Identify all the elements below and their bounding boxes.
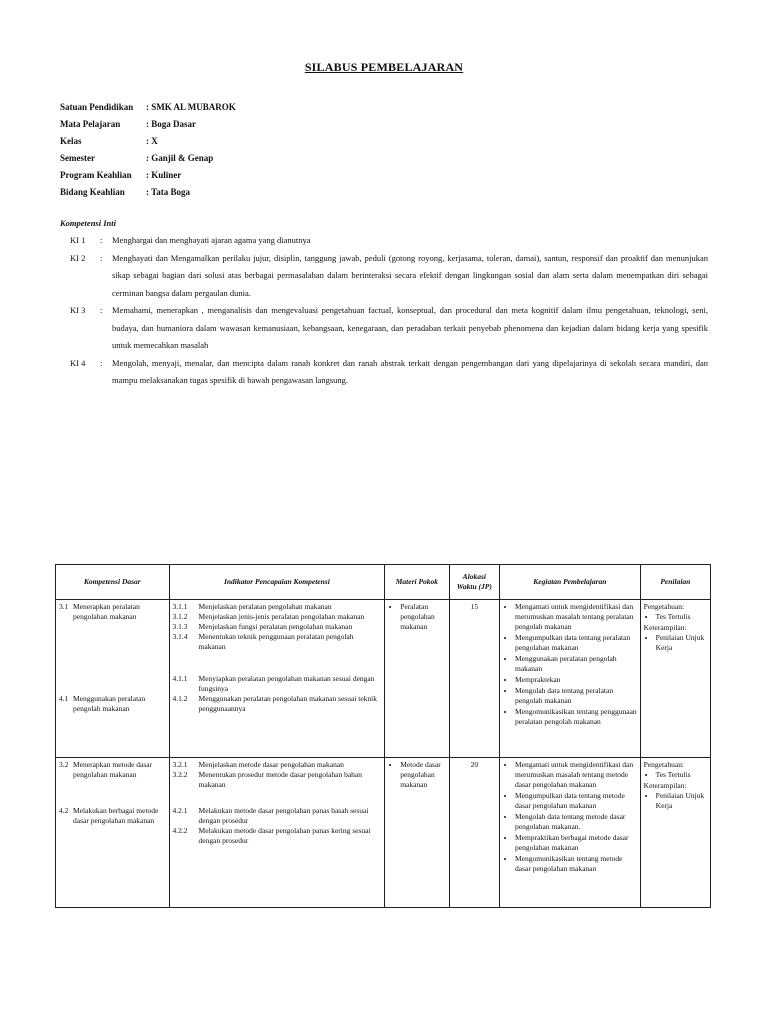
penilaian-list (644, 791, 707, 811)
penilaian-label: Keterampilan: (643, 623, 687, 632)
col-header-kompetensi-dasar: Kompetensi Dasar (56, 565, 170, 600)
cell-alokasi: 20 (449, 758, 499, 908)
ki-code: KI 2 (70, 252, 86, 263)
col-header-indikator: Indikator Pencapaian Kompetensi (169, 565, 385, 600)
meta-value: : SMK AL MUBAROK (146, 101, 236, 112)
kegiatan-item: • Mempraktikan berbagai metode dasar pengolahan makanan (515, 833, 637, 853)
indikator-item (173, 806, 382, 826)
cell-kompetensi-dasar (56, 758, 170, 908)
col-header-materi: Materi Pokok (385, 565, 449, 600)
kd-item (59, 760, 166, 780)
ki-item (60, 355, 708, 390)
spacer (173, 790, 382, 806)
cell-indikator (169, 758, 385, 908)
kegiatan-item: • Mengomunikasikan tentang metode dasar pengolahan makanan (515, 854, 637, 874)
penilaian-list (644, 770, 707, 780)
ind-code: 3.1.2 (172, 612, 188, 621)
materi-item: • Metode dasar pengolahan makanan (400, 760, 445, 790)
kd-item (59, 694, 166, 714)
ind-text: Melakukan metode dasar pengolahan panas kering sesuai dengan prosedur (198, 826, 371, 845)
kegiatan-item: • Menggunakan peralatan pengolah makanan (515, 654, 637, 674)
penilaian-list (644, 633, 707, 653)
meta-row-satuan (60, 98, 236, 115)
ki-item (60, 250, 708, 303)
kegiatan-item: • Mengomunikasikan tentang penggunaan peralatan pengolah makanan (515, 707, 637, 727)
meta-label: Mata Pelajaran (60, 118, 121, 129)
indikator-item (173, 770, 382, 790)
ind-code: 3.2.2 (172, 770, 188, 779)
cell-alokasi: 15 (449, 600, 499, 758)
meta-value: : Boga Dasar (146, 118, 196, 129)
indikator-item (173, 826, 382, 846)
ind-text: Menjelaskan peralatan pengolahan makanan (198, 602, 332, 611)
kegiatan-item: • Mengamati untuk mengidentifikasi dan merumuskan masalah tentang peralatan pengolah makanan (515, 602, 637, 632)
kegiatan-item: • Mengamati untuk mengidentifikasi dan merumuskan masalah tentang metode dasar pengolahan makanan (515, 760, 637, 790)
cell-penilaian (640, 758, 710, 908)
cell-penilaian (640, 600, 710, 758)
spacer (173, 652, 382, 674)
penilaian-item: • Penilaian Unjuk Kerja (656, 791, 707, 811)
meta-row-kelas (60, 132, 236, 149)
cell-kegiatan (500, 758, 641, 908)
ind-code: 3.1.4 (172, 632, 188, 641)
kd-code: 3.1 (59, 602, 69, 611)
ind-code: 3.1.3 (172, 622, 188, 631)
ki-item (60, 232, 708, 250)
col-header-alokasi: Alokasi Waktu (JP) (449, 565, 499, 600)
ind-text: Menentukan teknik penggunaan peralatan pengolah makanan (198, 632, 354, 651)
meta-row-bidang (60, 183, 236, 200)
kd-item (59, 602, 166, 622)
ki-code: KI 3 (70, 305, 86, 315)
cell-indikator (169, 600, 385, 758)
kegiatan-item: • Mengolah data tentang peralatan pengolah makanan (515, 686, 637, 706)
ind-text: Menjelaskan fungsi peralatan pengolahan makanan (198, 622, 353, 631)
meta-value: : Ganjil & Genap (146, 152, 214, 163)
ind-code: 4.1.2 (172, 694, 188, 703)
meta-label: Satuan Pendidikan (60, 101, 134, 112)
ki-colon: : (100, 357, 103, 368)
ki-colon: : (100, 252, 103, 263)
meta-label: Program Keahlian (60, 169, 132, 180)
meta-value: : X (146, 135, 158, 146)
kegiatan-item: • Mengolah data tentang metode dasar pengolahan makanan. (515, 812, 637, 832)
indikator-item (173, 760, 382, 770)
materi-item: • Peralatan pengolahan makanan (400, 602, 445, 632)
meta-row-program (60, 166, 236, 183)
ki-item (60, 302, 708, 355)
ind-text: Melakukan metode dasar pengolahan panas basah sesuai dengan prosedur (198, 806, 369, 825)
ind-text: Menggunakan peralatan pengolahan makanan sesuai teknik penggunaannya (198, 694, 378, 713)
penilaian-label: Keterampilan: (643, 781, 687, 790)
ki-colon: : (100, 305, 103, 315)
indikator-item (173, 674, 382, 694)
kd-code: 4.2 (59, 806, 69, 815)
kompetensi-inti-section (60, 218, 708, 390)
ki-text: Mengolah, menyaji, menalar, dan mencipta dalam ranah konkret dan ranah abstrak terkait dengan pengembangan dari yang dipelajarinya di sekolah secara mandiri, dan mampu melaksanakan tugas spesifik di bawah pengawasan langsung. (112, 357, 708, 385)
kd-code: 4.1 (59, 694, 69, 703)
ind-code: 4.2.2 (172, 826, 188, 835)
kd-text: Melakukan berbagai metode dasar pengolahan makanan (73, 806, 159, 825)
meta-row-mapel (60, 115, 236, 132)
meta-label: Semester (60, 152, 95, 163)
meta-value: : Kuliner (146, 169, 182, 180)
table-header-row (56, 565, 711, 600)
penilaian-item: • Tes Tertulis (656, 612, 707, 622)
ki-heading: Kompetensi Inti (60, 218, 116, 228)
spacer (59, 780, 166, 806)
table-row (56, 758, 711, 908)
meta-label: Kelas (60, 135, 82, 146)
ki-colon: : (100, 235, 103, 245)
cell-kegiatan (500, 600, 641, 758)
ki-code: KI 4 (70, 357, 86, 368)
table-row (56, 600, 711, 758)
kegiatan-list (503, 760, 637, 874)
ki-text: Menghargai dan menghayati ajaran agama yang dianutnya (112, 235, 311, 245)
kd-code: 3.2 (59, 760, 69, 769)
ki-code: KI 1 (70, 235, 86, 245)
cell-materi (385, 758, 449, 908)
meta-label: Bidang Keahlian (60, 186, 125, 197)
ind-text: Menyiapkan peralatan pengolahan makanan sesuai dengan fungsinya (198, 674, 375, 693)
ind-text: Menjelaskan metode dasar pengolahan makanan (198, 760, 344, 769)
kd-text: Menerapkan peralatan pengolahan makanan (73, 602, 140, 621)
indikator-item (173, 602, 382, 612)
indikator-item (173, 612, 382, 622)
indikator-item (173, 622, 382, 632)
meta-row-semester (60, 149, 236, 166)
ind-text: Menjelaskan jenis-jenis peralatan pengolahan makanan (198, 612, 365, 621)
spacer (59, 622, 166, 694)
kegiatan-item: • Mengumpulkan data tentang peralatan pengolahan makanan (515, 633, 637, 653)
silabus-table (55, 564, 711, 908)
ind-code: 3.1.1 (172, 602, 188, 611)
penilaian-list (644, 612, 707, 622)
materi-list (388, 602, 445, 632)
meta-value: : Tata Boga (146, 186, 191, 197)
ki-text: Menghayati dan Mengamalkan perilaku jujur, disiplin, tanggung jawab, peduli (gotong royong, kerjasama, toleran, damai), santun, responsif dan proaktif dan menunjukan sikap sebagai bagian dari solusi atas berbagai permasalahan dalam berinteraksi secara efektif dengan lingkungan sosial dan alam serta dalam menempatkan diri sebagai cerminan bangsa dalam pergaulan dunia. (112, 252, 708, 298)
kegiatan-item: • Mengumpulkan data tentang metode dasar pengolahan makanan (515, 791, 637, 811)
ind-code: 4.2.1 (172, 806, 188, 815)
ki-text: Memahami, menerapkan , menganalisis dan mengevaluasi pengetahuan factual, konseptual, dan procedural dan meta kognitif dalam ilmu pengetahuan, teknologi, seni, budaya, dan humaniora dalam wawasan kemanusiaan, kebangsaan, kenegaraan, dan peradaban terkait penyebab phenomena dan kejadian dalam bidang kerja yang spesifik untuk memecahkan masalah (112, 305, 708, 350)
kd-text: Menerapkan metode dasar pengolahan makanan (73, 760, 153, 779)
cell-kompetensi-dasar (56, 600, 170, 758)
indikator-item (173, 694, 382, 714)
kegiatan-list (503, 602, 637, 727)
kd-text: Menggunakan peralatan pengolah makanan (73, 694, 146, 713)
col-header-kegiatan: Kegiatan Pembelajaran (500, 565, 641, 600)
cell-materi (385, 600, 449, 758)
penilaian-item: • Penilaian Unjuk Kerja (656, 633, 707, 653)
page-title: SILABUS PEMBELAJARAN (304, 60, 464, 74)
identity-block (60, 98, 236, 200)
ind-code: 4.1.1 (172, 674, 188, 683)
penilaian-label: Pengetahuan: (643, 602, 685, 611)
kd-item (59, 806, 166, 826)
materi-list (388, 760, 445, 790)
indikator-item (173, 632, 382, 652)
col-header-penilaian: Penilaian (640, 565, 710, 600)
penilaian-item: • Tes Tertulis (656, 770, 707, 780)
kegiatan-item: • Mempraktekan (515, 675, 637, 685)
ind-text: Menentukan prosedur metode dasar pengolahan bahan makanan (198, 770, 363, 789)
ind-code: 3.2.1 (172, 760, 188, 769)
penilaian-label: Pengetahuan: (643, 760, 685, 769)
